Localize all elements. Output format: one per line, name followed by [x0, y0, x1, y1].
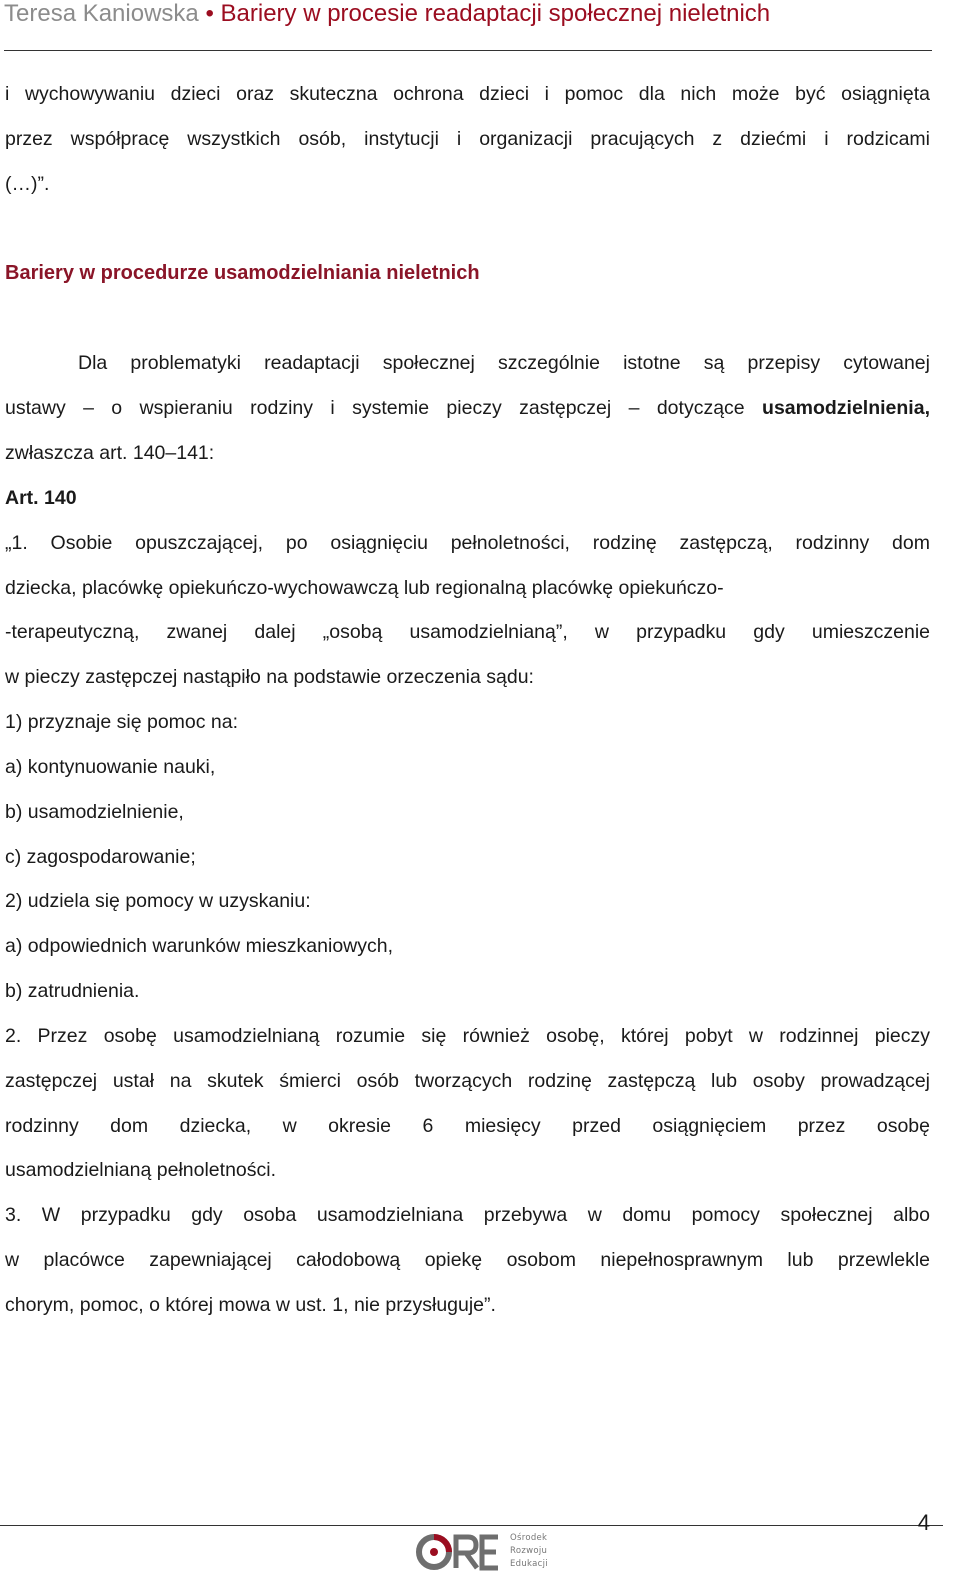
article-line-16: 3. W przypadku gdy osoba usamodzielniana przebywa w domu pomocy społecznej albo — [5, 1204, 930, 1226]
header-title: Bariery w procesie readaptacji społecznej nieletnich — [220, 0, 771, 27]
intro-line-1: i wychowywaniu dzieci oraz skuteczna ochrona dzieci i pomoc dla nich może być osiągnięta — [5, 83, 930, 105]
logo-line-2: Rozwoju — [510, 1546, 548, 1556]
article-line-8: c) zagospodarowanie; — [5, 846, 196, 868]
article-line-7: b) usamodzielnienie, — [5, 801, 184, 823]
article-line-11: b) zatrudnienia. — [5, 980, 140, 1002]
article-line-10: a) odpowiednich warunków mieszkaniowych, — [5, 935, 394, 957]
footer-divider — [0, 1525, 943, 1526]
section-heading: Bariery w procedurze usamodzielniania nieletnich — [5, 262, 480, 284]
logo-line-1: Ośrodek — [510, 1533, 548, 1543]
article-line-15: usamodzielnianą pełnoletności. — [5, 1159, 277, 1181]
intro-line-2: przez współpracę wszystkich osób, instytucji i organizacji pracujących z dziećmi i rodzicami — [5, 128, 930, 150]
para1-line-1: Dla problematyki readaptacji społecznej szczególnie istotne są przepisy cytowanej — [78, 352, 930, 374]
para1-line-3: zwłaszcza art. 140–141: — [5, 442, 215, 464]
ore-logo-text — [510, 1532, 548, 1571]
article-line-18: chorym, pomoc, o której mowa w ust. 1, nie przysługuje”. — [5, 1294, 496, 1316]
header-author: Teresa Kaniowska — [4, 0, 199, 27]
running-header — [4, 0, 932, 51]
para1-line-2-bold: usamodzielnienia, — [762, 397, 930, 419]
article-line-12: 2. Przez osobę usamodzielnianą rozumie się również osobę, której pobyt w rodzinnej pieczy — [5, 1025, 930, 1047]
article-line-6: a) kontynuowanie nauki, — [5, 756, 216, 778]
article-line-14: rodzinny dom dziecka, w okresie 6 miesięcy przed osiągnięciem przez osobę — [5, 1115, 930, 1137]
article-line-4: w pieczy zastępczej nastąpiło na podstawie orzeczenia sądu: — [5, 666, 534, 688]
article-line-1: „1. Osobie opuszczającej, po osiągnięciu pełnoletności, rodzinę zastępczą, rodzinny dom — [5, 532, 930, 554]
article-heading: Art. 140 — [5, 487, 77, 509]
logo-line-3: Edukacji — [510, 1559, 548, 1569]
article-line-17: w placówce zapewniającej całodobową opiekę osobom niepełnosprawnym lub przewlekle — [5, 1249, 930, 1271]
article-line-5: 1) przyznaje się pomoc na: — [5, 711, 239, 733]
intro-line-3: (…)”. — [5, 173, 50, 195]
article-line-13: zastępczej ustał na skutek śmierci osób tworzących rodzinę zastępczą lub osoby prowadzącej — [5, 1070, 930, 1092]
para1-line-2 — [5, 396, 930, 420]
header-separator: • — [205, 0, 214, 27]
para1-line-2-text: ustawy – o wspieraniu rodziny i systemie pieczy zastępczej – dotyczące — [5, 397, 763, 419]
article-line-3: -terapeutyczną, zwanej dalej „osobą usamodzielnianą”, w przypadku gdy umieszczenie — [5, 621, 930, 643]
article-line-2: dziecka, placówkę opiekuńczo-wychowawczą lub regionalną placówkę opiekuńczo- — [5, 577, 724, 599]
page-number: 4 — [917, 1510, 930, 1535]
article-line-9: 2) udziela się pomocy w uzyskaniu: — [5, 890, 311, 912]
